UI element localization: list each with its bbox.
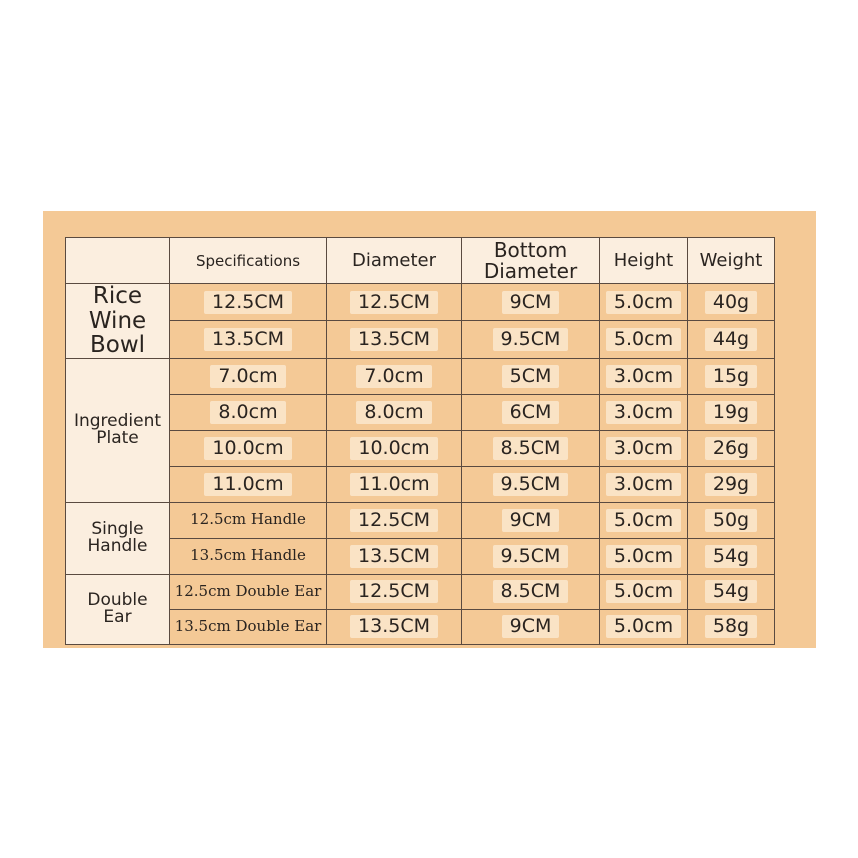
- cell-text: 5.0cm: [606, 580, 681, 603]
- cell-bottom-diameter: [462, 538, 600, 574]
- table-row: [66, 502, 775, 538]
- cell-text: 5CM: [502, 365, 560, 388]
- cell-bottom-diameter: [462, 430, 600, 466]
- header-diameter: [327, 238, 462, 284]
- header-specifications: [170, 238, 327, 284]
- cell-text: 8.5CM: [493, 437, 569, 460]
- cell-bottom-diameter: [462, 609, 600, 644]
- cell-text: 6CM: [502, 401, 560, 424]
- cell-weight: [688, 430, 775, 466]
- cell-spec: [170, 394, 327, 430]
- cell-text: 13.5cm Double Ear: [174, 616, 322, 635]
- cell-height: [600, 284, 688, 321]
- cell-text: 9CM: [502, 509, 560, 532]
- cell-bottom-diameter: [462, 321, 600, 358]
- corner-cell: [66, 238, 170, 284]
- cell-text: 54g: [705, 545, 757, 568]
- cell-text: 12.5CM: [350, 580, 438, 603]
- cell-text: 3.0cm: [606, 473, 681, 496]
- table-row: [66, 538, 775, 574]
- table-row: [66, 358, 775, 394]
- cell-diameter: [327, 358, 462, 394]
- cell-weight: [688, 609, 775, 644]
- cell-text: 13.5cm Handle: [190, 546, 306, 565]
- header-height: [600, 238, 688, 284]
- cell-diameter: [327, 394, 462, 430]
- cell-text: 54g: [705, 580, 757, 603]
- cell-text: 3.0cm: [606, 365, 681, 388]
- cell-height: [600, 502, 688, 538]
- cell-text: 3.0cm: [606, 437, 681, 460]
- cell-text: Specifications: [195, 251, 301, 270]
- cell-text: Rice: [92, 283, 143, 309]
- cell-text: 7.0cm: [210, 365, 285, 388]
- cell-height: [600, 466, 688, 502]
- cell-text: 15g: [705, 365, 757, 388]
- cell-text: 3.0cm: [606, 401, 681, 424]
- table-row: [66, 394, 775, 430]
- specification-table: [65, 237, 775, 645]
- cell-spec: [170, 430, 327, 466]
- cell-spec: [170, 574, 327, 609]
- cell-text: 12.5CM: [204, 291, 292, 314]
- cell-weight: [688, 538, 775, 574]
- table-row: [66, 466, 775, 502]
- cell-weight: [688, 284, 775, 321]
- cell-weight: [688, 358, 775, 394]
- cell-text: 40g: [705, 291, 757, 314]
- cell-text: 8.0cm: [356, 401, 431, 424]
- cell-weight: [688, 466, 775, 502]
- cell-text: 11.0cm: [204, 473, 291, 496]
- cell-spec: [170, 466, 327, 502]
- cell-bottom-diameter: [462, 574, 600, 609]
- cell-text: 12.5cm Handle: [190, 510, 306, 529]
- cell-text: 13.5CM: [204, 328, 292, 351]
- cell-diameter: [327, 466, 462, 502]
- cell-text: 5.0cm: [606, 509, 681, 532]
- cell-text: Height: [613, 249, 674, 271]
- category-single-handle: [66, 502, 170, 574]
- cell-spec: [170, 284, 327, 321]
- cell-text: 9CM: [502, 291, 560, 314]
- cell-text: 7.0cm: [356, 365, 431, 388]
- cell-text: 44g: [705, 328, 757, 351]
- table-row: [66, 321, 775, 358]
- cell-text: 10.0cm: [350, 437, 437, 460]
- cell-text: 9.5CM: [493, 328, 569, 351]
- cell-text: 26g: [705, 437, 757, 460]
- cell-diameter: [327, 609, 462, 644]
- cell-text: Diameter: [351, 249, 437, 271]
- cell-text: 50g: [705, 509, 757, 532]
- cell-height: [600, 321, 688, 358]
- cell-diameter: [327, 430, 462, 466]
- cell-weight: [688, 394, 775, 430]
- cell-text: Weight: [699, 249, 763, 271]
- cell-text: 58g: [705, 615, 757, 638]
- category-double-ear: [66, 574, 170, 644]
- table-row: [66, 430, 775, 466]
- cell-weight: [688, 574, 775, 609]
- cell-bottom-diameter: [462, 358, 600, 394]
- cell-bottom-diameter: [462, 284, 600, 321]
- cell-spec: [170, 609, 327, 644]
- cell-text: 9.5CM: [493, 545, 569, 568]
- table-row: [66, 574, 775, 609]
- cell-text: 8.5CM: [493, 580, 569, 603]
- cell-text: Bowl: [89, 332, 146, 359]
- cell-text: Ingredient: [73, 411, 162, 432]
- cell-diameter: [327, 574, 462, 609]
- cell-text: Single: [91, 519, 144, 540]
- cell-bottom-diameter: [462, 394, 600, 430]
- table-row: [66, 609, 775, 644]
- cell-text: 13.5CM: [350, 615, 438, 638]
- cell-spec: [170, 321, 327, 358]
- cell-text: 5.0cm: [606, 328, 681, 351]
- cell-text: 8.0cm: [210, 401, 285, 424]
- cell-height: [600, 609, 688, 644]
- cell-text: 19g: [705, 401, 757, 424]
- cell-text: Double: [87, 590, 148, 611]
- cell-spec: [170, 538, 327, 574]
- header-weight: [688, 238, 775, 284]
- cell-bottom-diameter: [462, 466, 600, 502]
- cell-text: Handle: [87, 536, 148, 557]
- cell-spec: [170, 358, 327, 394]
- cell-text: 13.5CM: [350, 328, 438, 351]
- cell-text: 13.5CM: [350, 545, 438, 568]
- cell-text: Ear: [103, 607, 132, 628]
- cell-spec: [170, 502, 327, 538]
- cell-text: 29g: [705, 473, 757, 496]
- cell-text: 9CM: [502, 615, 560, 638]
- cell-weight: [688, 321, 775, 358]
- cell-diameter: [327, 321, 462, 358]
- cell-text: Plate: [96, 428, 139, 449]
- cell-text: Diameter: [483, 258, 578, 283]
- cell-height: [600, 394, 688, 430]
- category-rice-wine-bowl: [66, 284, 170, 359]
- header-row: [66, 238, 775, 284]
- cell-text: 5.0cm: [606, 291, 681, 314]
- cell-height: [600, 574, 688, 609]
- table-row: [66, 284, 775, 321]
- category-ingredient-plate: [66, 358, 170, 502]
- cell-text: 5.0cm: [606, 545, 681, 568]
- cell-text: 11.0cm: [350, 473, 437, 496]
- cell-text: 12.5cm Double Ear: [174, 581, 322, 600]
- cell-text: 5.0cm: [606, 615, 681, 638]
- cell-text: Wine: [88, 307, 147, 334]
- spec-panel: [43, 211, 816, 648]
- header-bottom-diameter: [462, 238, 600, 284]
- cell-diameter: [327, 502, 462, 538]
- cell-text: Bottom: [493, 237, 568, 262]
- cell-bottom-diameter: [462, 502, 600, 538]
- cell-diameter: [327, 538, 462, 574]
- cell-height: [600, 430, 688, 466]
- cell-height: [600, 538, 688, 574]
- cell-weight: [688, 502, 775, 538]
- cell-text: 9.5CM: [493, 473, 569, 496]
- cell-text: 12.5CM: [350, 291, 438, 314]
- cell-diameter: [327, 284, 462, 321]
- cell-text: 10.0cm: [204, 437, 291, 460]
- cell-height: [600, 358, 688, 394]
- cell-text: 12.5CM: [350, 509, 438, 532]
